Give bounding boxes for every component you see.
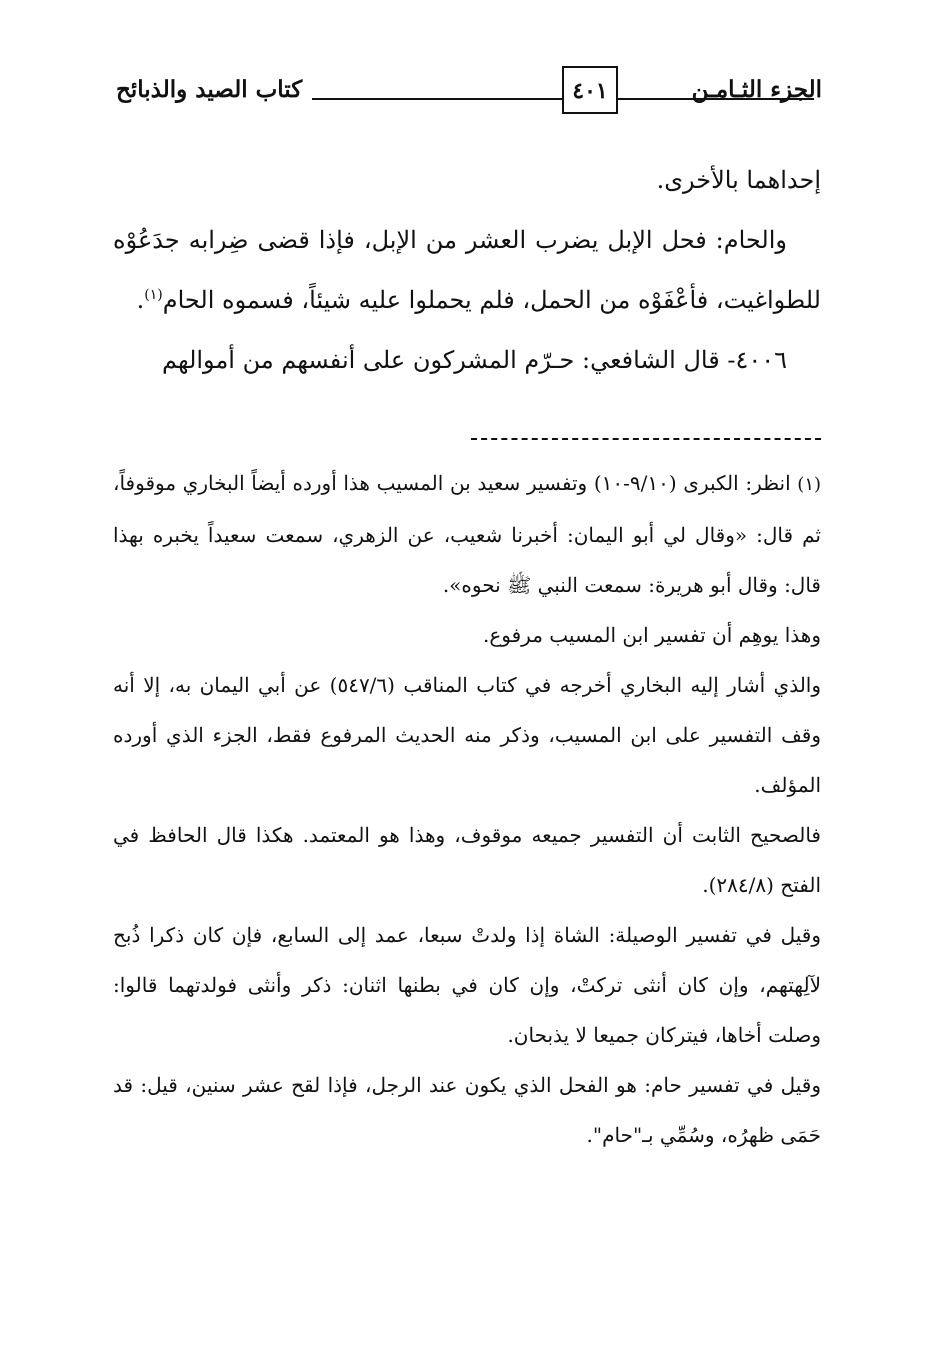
footnote-paragraph: والذي أشار إليه البخاري أخرجه في كتاب المناقب (٥٤٧/٦) عن أبي اليمان به، إلا أنه وقف التفسير على ابن المسيب، وذكر منه الحديث المرفوع فقط، الجزء الذي أورده المؤلف. <box>113 673 822 797</box>
footnote-paragraph: وهذا يوهِم أن تفسير ابن المسيب مرفوع. <box>482 623 821 647</box>
footnote-reference: (١) <box>144 287 163 303</box>
header-rule-left <box>312 98 562 100</box>
footnote-paragraph: وقيل في تفسير الوصيلة: الشاة إذا ولدتْ سبعا، عمد إلى السابع، فإن كان ذكرا ذُبح لآلِهتهم، وإن كان أنثى تركتْ، وإن كان في بطنها اثنان: ذكر وأنثى فولدتهما قالوا: وصلت أخاها، فيتركان جميعا لا يذبحان. <box>113 923 821 1047</box>
header-part-title: الجزء الثـامـن <box>691 76 822 103</box>
page-number: ٤٠١ <box>562 66 618 114</box>
running-header <box>116 66 822 118</box>
main-line-continuation: إحداهما بالأخرى. <box>656 166 821 194</box>
main-paragraph-4006: ٤٠٠٦- قال الشافعي: حـرّم المشركون على أنفسهم من أموالهم <box>162 346 787 374</box>
footnote-paragraph: وقيل في تفسير حام: هو الفحل الذي يكون عند الرجل، فإذا لقح عشر سنين، قيل: قد حَمَى ظهرُه، وسُمِّي بـ"حام". <box>113 1073 822 1147</box>
footnote-1-mark: (١) <box>797 474 822 495</box>
main-paragraph-ham <box>113 210 821 330</box>
main-paragraph-ham-text: والحام: فحل الإبل يضرب العشر من الإبل، فإذا قضى ضِرابه جدَعُوْه للطواغيت، فأعْفَوْه من الحمل، فلم يحملوا عليه شيئاً، فسموه الحام <box>113 226 821 314</box>
footnote-1-text: انظر: الكبرى (٩/١٠-١٠) وتفسير سعيد بن المسيب هذا أورده أيضاً البخاري موقوفاً، ثم قال: «وقال لي أبو اليمان: أخبرنا شعيب، عن الزهري، سمعت سعيداً يخبره بهذا قال: وقال أبو هريرة: سمعت النبي ﷺ نحوه». <box>113 471 822 597</box>
header-book-title: كتاب الصيد والذبائح <box>116 76 303 103</box>
header-rule-right <box>618 98 814 100</box>
footnotes <box>113 458 821 1160</box>
footnote-paragraph: فالصحيح الثابت أن التفسير جميعه موقوف، وهذا هو المعتمد. هكذا قال الحافظ في الفتح (٢٨٤/٨). <box>113 823 821 897</box>
main-paragraph-ham-end: . <box>136 286 145 314</box>
footnote-separator <box>471 438 821 440</box>
footnote-1 <box>113 458 821 610</box>
main-text <box>113 150 821 390</box>
